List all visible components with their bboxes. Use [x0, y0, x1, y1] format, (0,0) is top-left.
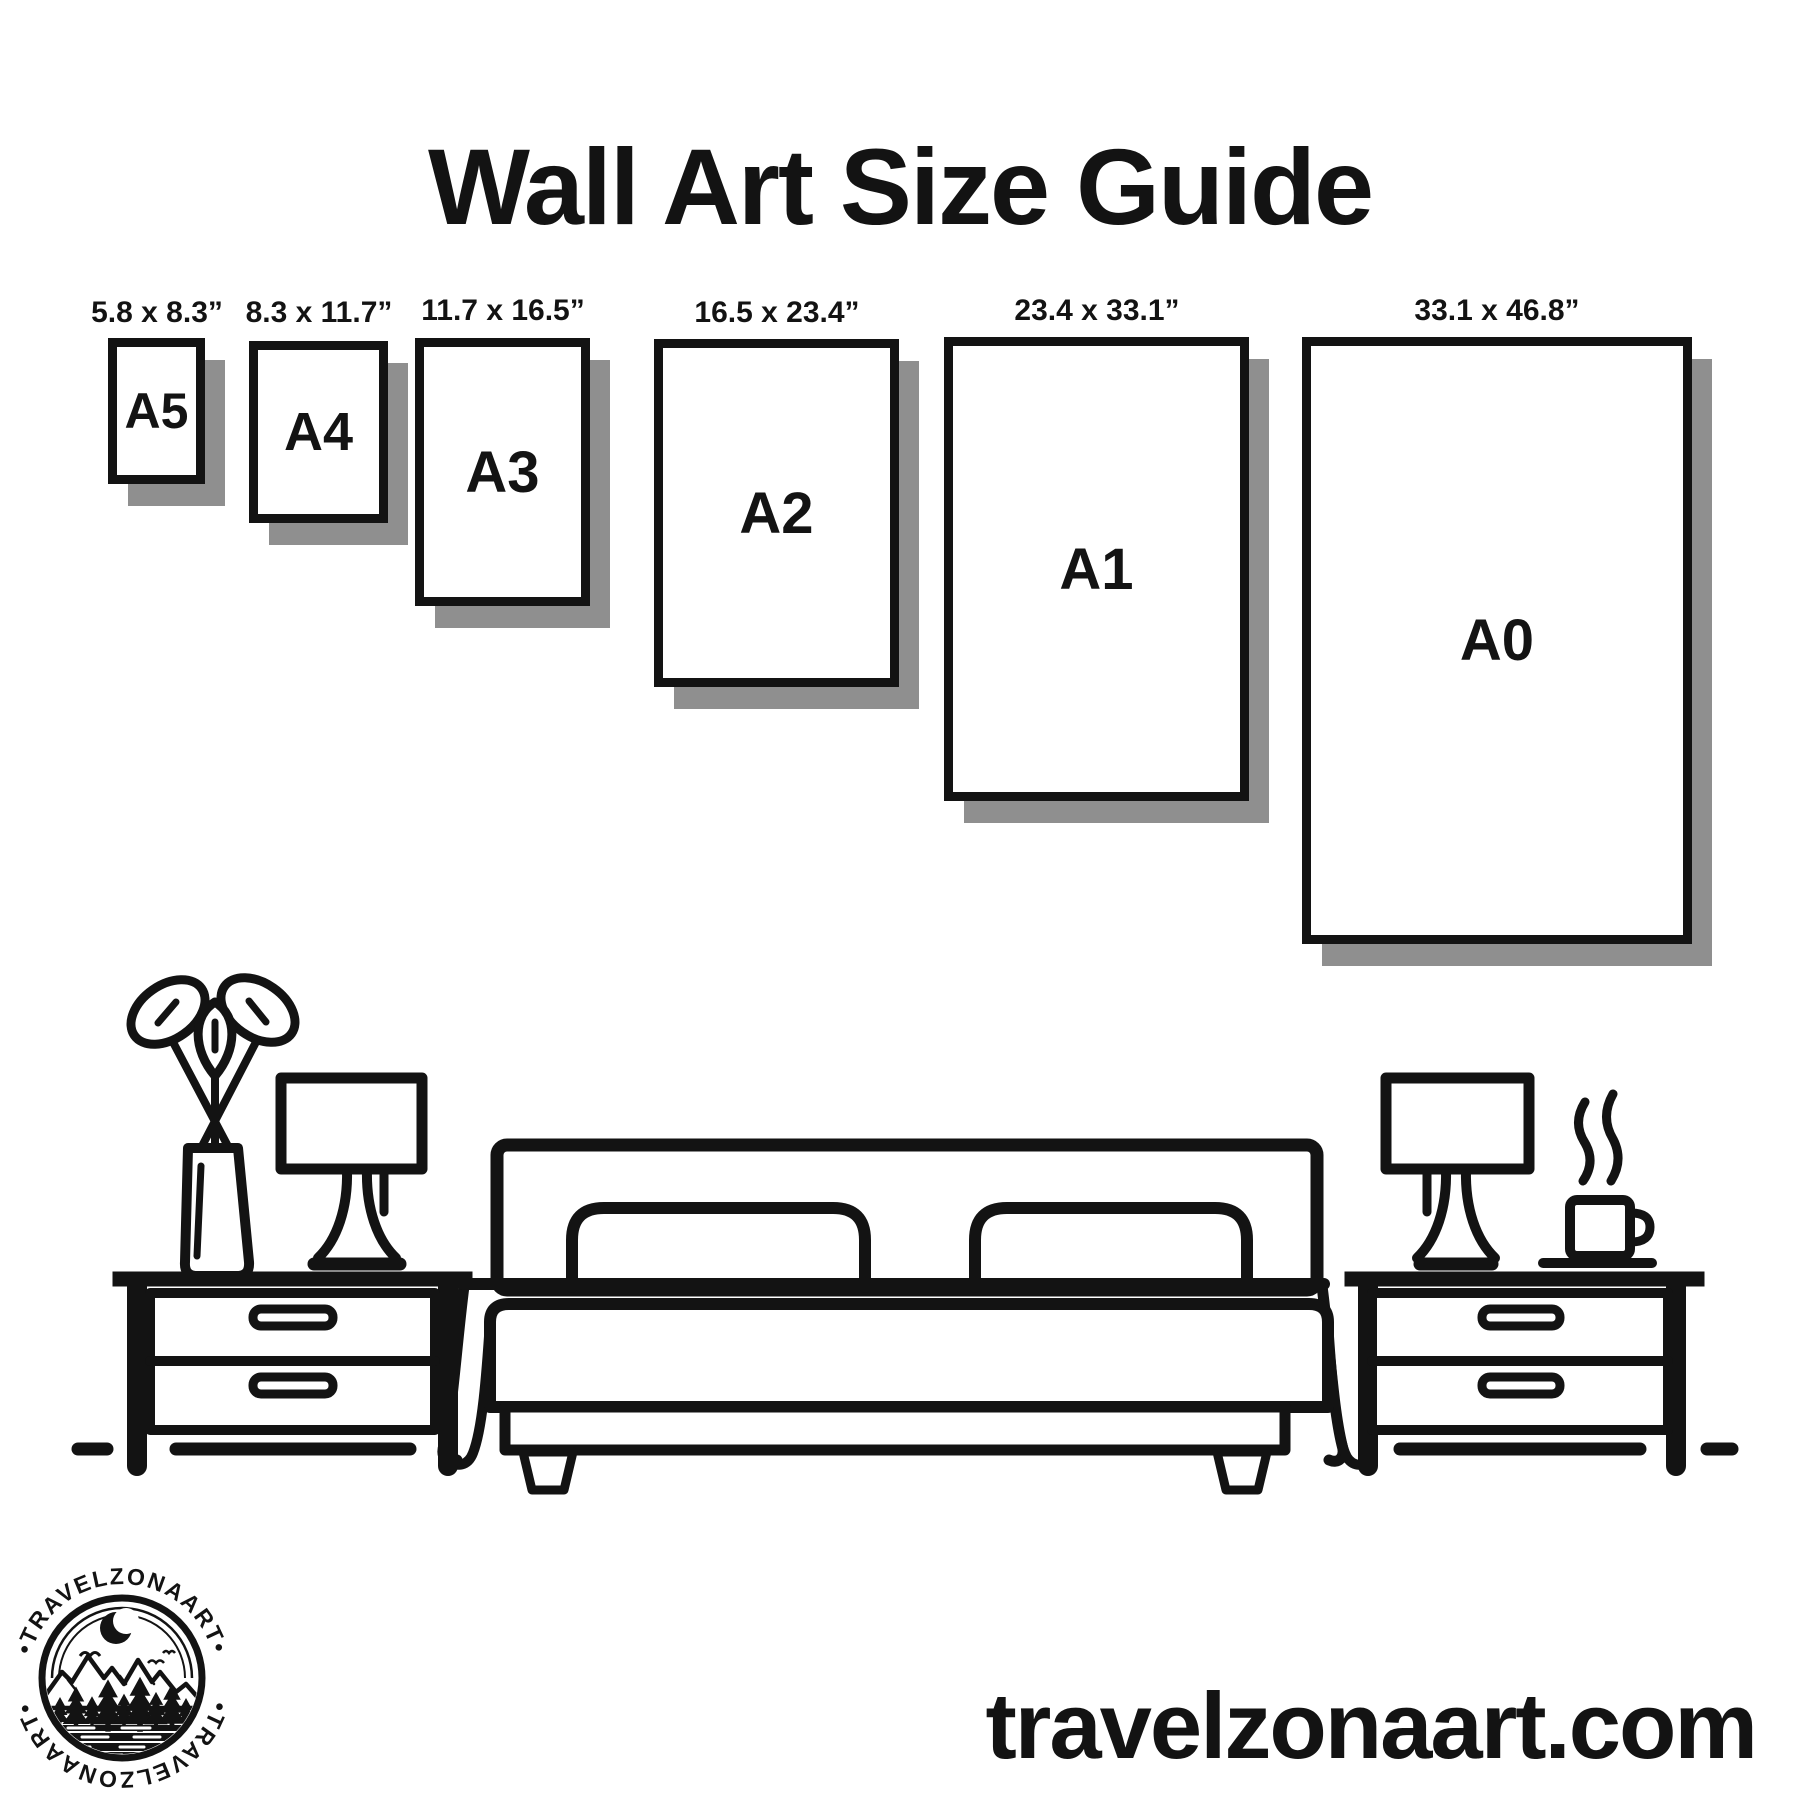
table-lamp-icon: [281, 1078, 422, 1264]
paper-a0: [1302, 337, 1692, 944]
bird-icon: [163, 1651, 175, 1653]
steam-icon: [1607, 1094, 1619, 1181]
mattress-icon: [490, 1304, 1328, 1407]
bed-icon: [443, 1145, 1368, 1490]
paper-a4: [249, 341, 388, 523]
size-name-a1: A1: [1059, 536, 1134, 602]
bedroom-scene: [60, 950, 1750, 1500]
size-dimension-label-a2: 16.5 x 23.4”: [694, 296, 860, 329]
size-dimension-label-a3: 11.7 x 16.5”: [421, 294, 585, 327]
logo-ring-text-top: •TRAVELZONAART•: [10, 1562, 234, 1657]
size-name-a4: A4: [283, 402, 354, 462]
bed-leg-icon: [523, 1452, 573, 1490]
steam-icon: [1579, 1102, 1591, 1181]
brand-logo: [2, 1558, 242, 1798]
website-url: travelzonaart.com: [985, 1673, 1756, 1778]
coffee-mug-icon: [1543, 1094, 1652, 1263]
size-dimension-label-a1: 23.4 x 33.1”: [1014, 294, 1180, 327]
drawer-handle-icon: [253, 1377, 333, 1394]
size-name-a5: A5: [124, 383, 189, 439]
size-dimension-label-a5: 5.8 x 8.3”: [91, 296, 223, 329]
drawer-handle-icon: [253, 1309, 333, 1326]
size-name-a2: A2: [739, 480, 814, 546]
pillow-icon: [975, 1208, 1247, 1287]
moon-icon: [113, 1608, 139, 1634]
nightstand-icon: [120, 1279, 465, 1466]
size-name-a3: A3: [465, 439, 540, 505]
pillow-icon: [572, 1208, 865, 1287]
paper-a2: [654, 339, 899, 687]
size-dimension-label-a4: 8.3 x 11.7”: [245, 296, 393, 329]
bed-leg-icon: [1217, 1452, 1267, 1490]
drawer-handle-icon: [1482, 1377, 1560, 1394]
paper-a3: [415, 338, 590, 606]
paper-a1: [944, 337, 1249, 801]
table-lamp-icon: [1386, 1078, 1529, 1264]
bird-icon: [148, 1661, 164, 1664]
nightstand-icon: [1352, 1279, 1697, 1466]
size-dimension-label-a0: 33.1 x 46.8”: [1414, 294, 1580, 327]
drawer-handle-icon: [1482, 1309, 1560, 1326]
size-name-a0: A0: [1459, 608, 1535, 673]
paper-a5: [108, 338, 205, 484]
page-title: Wall Art Size Guide: [427, 126, 1373, 248]
logo-ring-text-bottom: •TRAVELZONAART•: [10, 1699, 234, 1794]
